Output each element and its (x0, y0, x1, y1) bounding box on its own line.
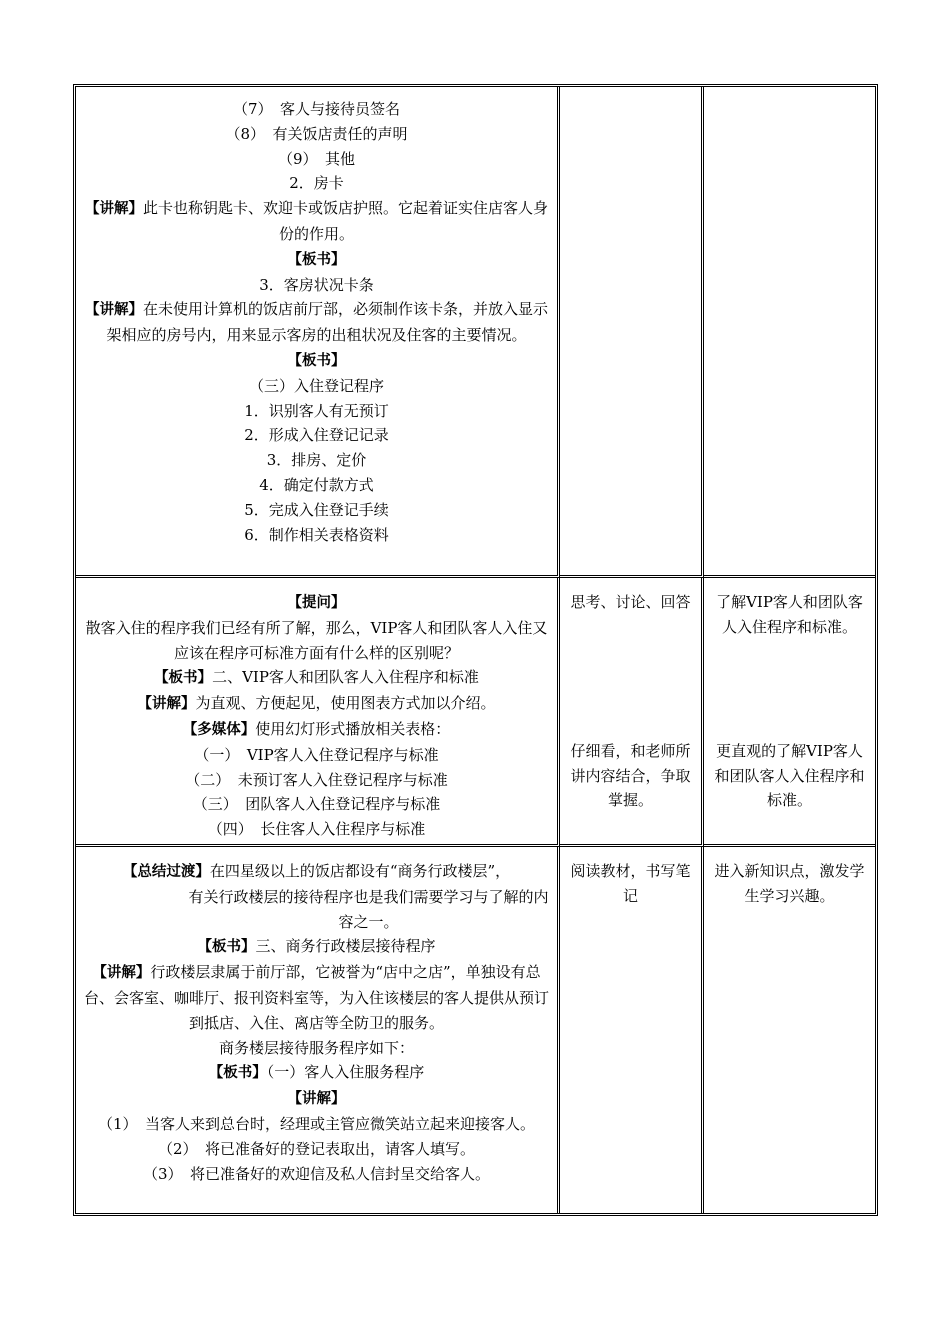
list-item: 6．制作相关表格资料 (244, 525, 389, 544)
list-item: （一） VIP客人入住登记程序与标准 (194, 745, 439, 764)
student-activity-text: 仔细看，和老师所讲内容结合，争取掌握。 (570, 741, 691, 810)
student-activity-cell (560, 578, 704, 847)
list-item: （3） 将已准备好的欢迎信及私人信封呈交给客人。 (142, 1164, 491, 1183)
list-item: 4．确定付款方式 (259, 475, 374, 494)
list-item: （9） 其他 (277, 149, 356, 168)
table-row (76, 87, 875, 578)
list-item: 3．客房状况卡条 (259, 275, 374, 294)
board-line: 【板书】二、VIP客人和团队客人入住程序和标准 (154, 668, 479, 687)
list-item: （二） 未预订客人入住登记程序与标准 (185, 770, 448, 789)
lesson-plan-table (73, 84, 878, 1216)
list-item: （1） 当客人来到总台时，经理或主管应微笑站立起来迎接客人。 (97, 1114, 536, 1133)
teacher-activity-cell (76, 578, 560, 847)
student-activity-cell (560, 847, 704, 1213)
design-intent-cell (704, 87, 875, 578)
explanation-paragraph: 【讲解】在未使用计算机的饭店前厅部，必须制作该卡条，并放入显示架相应的房号内，用来显示客房的出租状况及住客的主要情况。 (84, 300, 548, 345)
explanation-tag: 【讲解】 (84, 201, 143, 218)
design-intent-cell (704, 578, 875, 847)
design-intent-text: 了解VIP客人和团队客人入住程序和标准。 (716, 593, 863, 636)
explanation-line: 【讲解】为直观、方便起见，使用图表方式加以介绍。 (137, 694, 496, 713)
explanation-tag: 【讲解】 (287, 1091, 346, 1108)
question-text: 散客入住的程序我们已经有所了解，那么，VIP客人和团队客人入住又应该在程序可标准方面有什么样的区别呢？ (85, 618, 548, 662)
student-activity-text: 阅读教材，书写笔记 (570, 862, 691, 905)
list-item: 5．完成入住登记手续 (244, 500, 389, 519)
summary-continuation: 有关行政楼层的接待程序也是我们需要学习与了解的内容之一。 (188, 887, 549, 931)
list-item: （三）入住登记程序 (248, 376, 384, 395)
question-tag: 【提问】 (287, 595, 346, 611)
student-activity-text: 思考、讨论、回答 (570, 593, 691, 611)
design-intent-text: 进入新知识点，激发学生学习兴趣。 (714, 862, 865, 905)
list-item: （7） 客人与接待员签名 (232, 100, 401, 118)
board-line: 【板书】三、商务行政楼层接待程序 (197, 937, 436, 956)
list-item: 3．排房、定价 (266, 451, 367, 470)
board-line: 【板书】（一）客人入住服务程序 (208, 1063, 425, 1082)
summary-line: 【总结过渡】在四星级以上的饭店都设有“商务行政楼层”， (122, 862, 511, 880)
list-item: 2．形成入住登记记录 (244, 426, 389, 445)
board-tag: 【板书】 (287, 352, 346, 369)
design-intent-cell (704, 847, 875, 1213)
student-activity-cell (560, 87, 704, 578)
list-item: 2．房卡 (289, 174, 344, 193)
intro-line: 商务楼层接待服务程序如下： (218, 1038, 414, 1057)
multimedia-line: 【多媒体】使用幻灯形式播放相关表格： (182, 719, 451, 738)
teacher-activity-cell (76, 87, 560, 578)
list-item: （四） 长住客人入住程序与标准 (207, 820, 426, 839)
teacher-activity-cell (76, 847, 560, 1213)
table-row (76, 847, 875, 1213)
explanation-paragraph: 【讲解】行政楼层隶属于前厅部，它被誉为“店中之店”，单独设有总台、会客室、咖啡厅、报刊资料室等，为入住该楼层的客人提供从预订到抵店、入住、离店等全防卫的服务。 (83, 963, 549, 1032)
list-item: （三） 团队客人入住登记程序与标准 (192, 795, 441, 814)
list-item: （2） 将已准备好的登记表取出，请客人填写。 (157, 1139, 476, 1158)
explanation-paragraph: 【讲解】此卡也称钥匙卡、欢迎卡或饭店护照。它起着证实住店客人身份的作用。 (84, 199, 548, 243)
table-row (76, 578, 875, 847)
board-tag: 【板书】 (287, 251, 346, 268)
list-item: （8） 有关饭店责任的声明 (225, 124, 408, 143)
design-intent-text: 更直观的了解VIP客人和团队客人入住程序和标准。 (714, 741, 865, 810)
list-item: 1．识别客人有无预订 (244, 401, 389, 420)
explanation-tag: 【讲解】 (84, 302, 143, 319)
